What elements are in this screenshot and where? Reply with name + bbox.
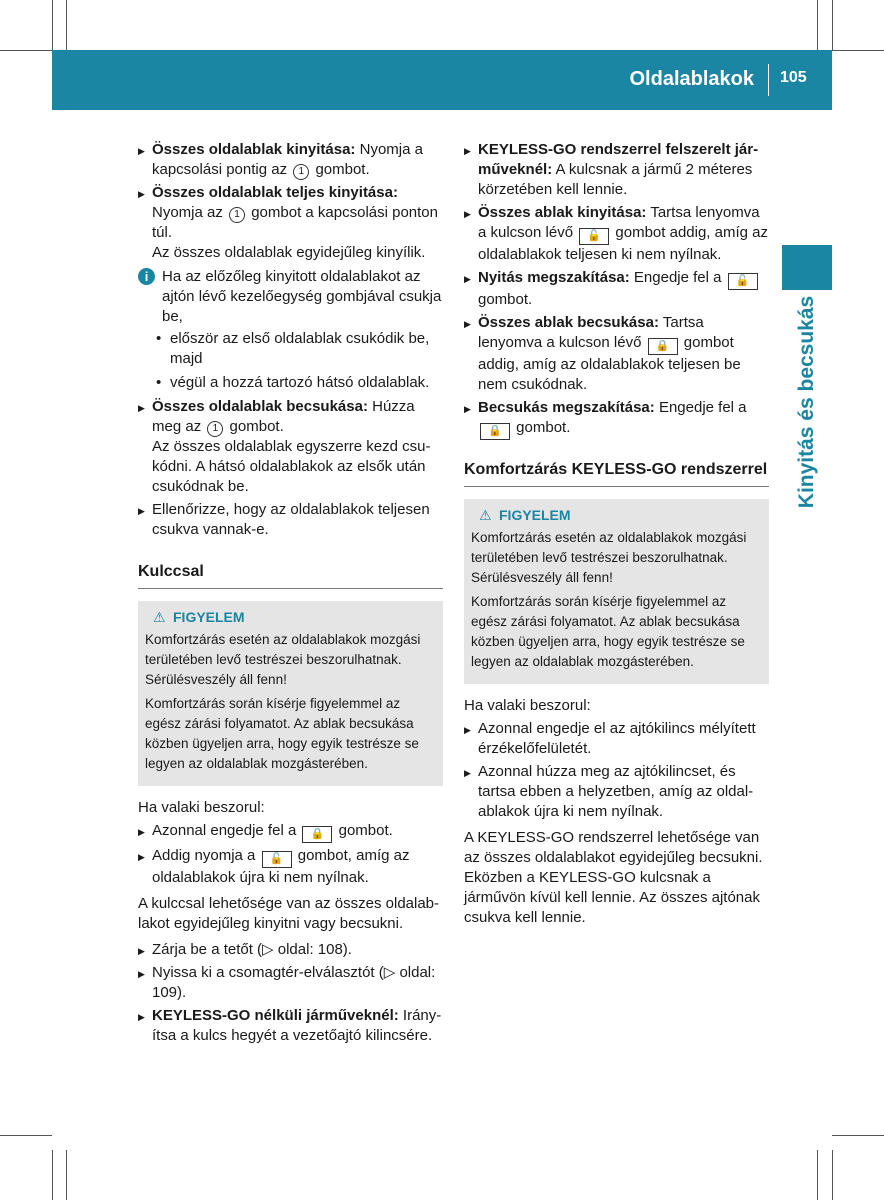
- warning-text: Komfortzárás során kísérje figyelemmel az egész zárási folyamatot. Az ablak becsukása közben ügyeljen arra, hogy egyik testrésze se legyen az oldalablak mozgásterében.: [471, 594, 745, 669]
- instruction-text: Addig nyomja a: [152, 847, 256, 864]
- instruction-stop-opening: [464, 268, 769, 310]
- instruction-release-handle: ▶ Azonnal engedje el az ajtókilincs mélyített érzékelőfelületét.: [464, 719, 769, 759]
- key-unlock-icon: 🔓: [728, 273, 758, 290]
- instruction-title: Becsukás megszakítása:: [478, 399, 655, 416]
- key-unlock-icon: 🔓: [262, 851, 292, 868]
- side-tab-marker: [782, 245, 832, 290]
- warning-text: Komfortzárás esetén az oldalablakok mozgási területében levő testrészei beszorulhatnak. Sérülésveszély áll fenn!: [471, 530, 747, 585]
- instruction-text: gombot addig, amíg az oldalablakok teljesen ki nem nyílnak.: [478, 224, 768, 263]
- warning-text: Komfortzárás esetén az oldalablakok mozgási területében levő testrészei beszorulhatnak. Sérülésveszély áll fenn!: [145, 632, 421, 687]
- crop-mark: [832, 1135, 884, 1136]
- key-lock-icon: 🔒: [648, 338, 678, 355]
- instruction-title: KEYLESS-GO nélküli járműveknél:: [152, 1007, 399, 1024]
- instruction-result: Az összes oldalablak egyidejűleg kinyílik.: [152, 244, 426, 261]
- instruction-text: gombot a kapcsolási ponton túl.: [152, 204, 438, 241]
- pinch-intro: Ha valaki beszorul:: [464, 697, 591, 714]
- instruction-title: Összes oldalablak becsukása:: [152, 398, 368, 415]
- crop-mark: [66, 1150, 67, 1200]
- instruction-text: Tartsa lenyomva a kulcson lévő: [478, 314, 704, 351]
- instruction-text: gombot.: [229, 418, 284, 435]
- crop-mark: [832, 1150, 833, 1200]
- instruction-text: Tartsa lenyomva a kulcson lévő: [478, 204, 760, 241]
- page-number: 105: [780, 69, 807, 86]
- instruction-text: Húzza meg az: [152, 398, 415, 435]
- section-title-key: Kulccsal: [138, 562, 443, 589]
- instruction-press-unlock: [138, 846, 443, 888]
- instruction-open-all: [464, 203, 769, 265]
- bullet-item: • végül a hozzá tartozó hátsó oldalablak.: [138, 373, 443, 393]
- instruction-check-windows: ▶ Ellenőrizze, hogy az oldalablakok teljesen csukva vannak-e.: [138, 500, 443, 540]
- instruction-text: Nyomja a kapcsolási pontig az: [152, 141, 423, 178]
- header-bar: [52, 50, 832, 110]
- key-lock-icon: 🔒: [480, 423, 510, 440]
- pinch-intro: Ha valaki beszorul:: [138, 799, 265, 816]
- warning-box: [138, 601, 443, 786]
- crop-mark: [52, 0, 53, 50]
- info-icon: i: [138, 268, 155, 285]
- instruction-text: gombot.: [478, 291, 533, 308]
- instruction-text: Nyomja az: [152, 204, 223, 221]
- bullet-item: • először az első oldalablak csukódik be, majd: [138, 329, 443, 369]
- instruction-text: gombot.: [516, 419, 571, 436]
- side-tab-label: [790, 290, 824, 515]
- key-lock-icon: 🔒: [302, 826, 332, 843]
- instruction-title: Összes oldalablak kinyitása:: [152, 141, 356, 158]
- instruction-fully-open-windows: [138, 183, 443, 263]
- instruction-text: gombot addig, amíg az oldalablakok teljesen be nem csukódnak.: [478, 334, 741, 393]
- warning-text: Komfortzárás során kísérje figyelemmel az egész zárási folyamatot. Az ablak becsukása közben ügyeljen arra, hogy egyik testrésze se legyen az oldalablak mozgásterében.: [145, 696, 419, 771]
- warning-heading: [153, 607, 435, 627]
- instruction-open-windows: [138, 140, 443, 180]
- instruction-keyless-vehicles: [464, 140, 769, 200]
- instruction-close-roof: ▶ Zárja be a tetőt (▷ oldal: 108).: [138, 940, 443, 960]
- button-1-icon: 1: [229, 207, 245, 223]
- header-divider: [768, 64, 769, 96]
- instruction-text: gombot.: [338, 822, 393, 839]
- page-title: Oldalablakok: [629, 68, 754, 90]
- crop-mark: [817, 1150, 818, 1200]
- key-unlock-icon: 🔓: [579, 228, 609, 245]
- info-text: Ha az előzőleg kinyitott oldalablakot az ajtón lévő kezelőegység gombjával csukja be,: [162, 268, 442, 325]
- warning-heading: [479, 505, 761, 525]
- warning-triangle-icon: ⚠: [479, 507, 492, 523]
- instruction-text: Engedje fel a: [658, 399, 747, 416]
- button-1-icon: 1: [207, 421, 223, 437]
- instruction-title: Összes ablak kinyitása:: [478, 204, 647, 221]
- warning-label: FIGYELEM: [173, 609, 245, 625]
- instruction-release-lock: [138, 821, 443, 843]
- instruction-open-partition: ▶ Nyissa ki a csomagtér-elválasztót (▷ oldal: 109).: [138, 963, 443, 1003]
- instruction-text: Azonnal engedje fel a: [152, 822, 297, 839]
- crop-mark: [0, 50, 52, 51]
- instruction-text: A kulcsnak a jármű 2 méteres körzetében kell lennie.: [478, 161, 753, 198]
- section-title-keyless: Komfortzárás KEYLESS-GO rendszerrel: [464, 460, 769, 487]
- instruction-text: gombot.: [315, 161, 370, 178]
- crop-mark: [52, 1150, 53, 1200]
- instruction-close-windows: [138, 397, 443, 497]
- instruction-text: gombot, amíg az oldalablakok újra ki nem nyílnak.: [152, 847, 410, 886]
- crop-mark: [817, 0, 818, 50]
- warning-label: FIGYELEM: [499, 507, 571, 523]
- crop-mark: [0, 1135, 52, 1136]
- warning-triangle-icon: ⚠: [153, 609, 166, 625]
- warning-box: [464, 499, 769, 684]
- info-note: [138, 267, 443, 393]
- instruction-no-keyless: [138, 1006, 443, 1046]
- instruction-title: Összes ablak becsukása:: [478, 314, 659, 331]
- right-column: [464, 140, 769, 931]
- instruction-pull-handle: ▶ Azonnal húzza meg az ajtókilincset, és tartsa ebben a helyzetben, amíg az oldal-ablakok újra ki nem nyílnak.: [464, 762, 769, 822]
- instruction-stop-closing: [464, 398, 769, 440]
- crop-mark: [832, 0, 833, 50]
- keyless-paragraph: A KEYLESS-GO rendszerrel lehetősége van az összes oldalablakot egyidejűleg becsukni. Eközben a KEYLESS-GO kulcsnak a járművön kívül kell lennie. Az összes ajtónak csukva kell lennie.: [464, 829, 763, 926]
- crop-mark: [832, 50, 884, 51]
- instruction-title: Összes oldalablak teljes kinyitása:: [152, 184, 398, 201]
- instruction-title: KEYLESS-GO rendszerrel felszerelt jár-műveknél:: [478, 141, 759, 178]
- button-1-icon: 1: [293, 164, 309, 180]
- instruction-result: Az összes oldalablak egyszerre kezd csu-kódni. A hátsó oldalablakok az elsők után csukódnak be.: [152, 438, 431, 495]
- instruction-text: Irány-ítsa a kulcs hegyét a vezetőajtó kilincsére.: [152, 1007, 442, 1044]
- instruction-text: Engedje fel a: [633, 269, 722, 286]
- key-paragraph: A kulccsal lehetősége van az összes oldalab-lakot egyidejűleg kinyitni vagy becsukni.: [138, 895, 440, 932]
- side-tab-text: Kinyitás és becsukás: [795, 295, 818, 509]
- left-column: [138, 140, 443, 1049]
- crop-mark: [66, 0, 67, 50]
- instruction-title: Nyitás megszakítása:: [478, 269, 630, 286]
- instruction-close-all: [464, 313, 769, 395]
